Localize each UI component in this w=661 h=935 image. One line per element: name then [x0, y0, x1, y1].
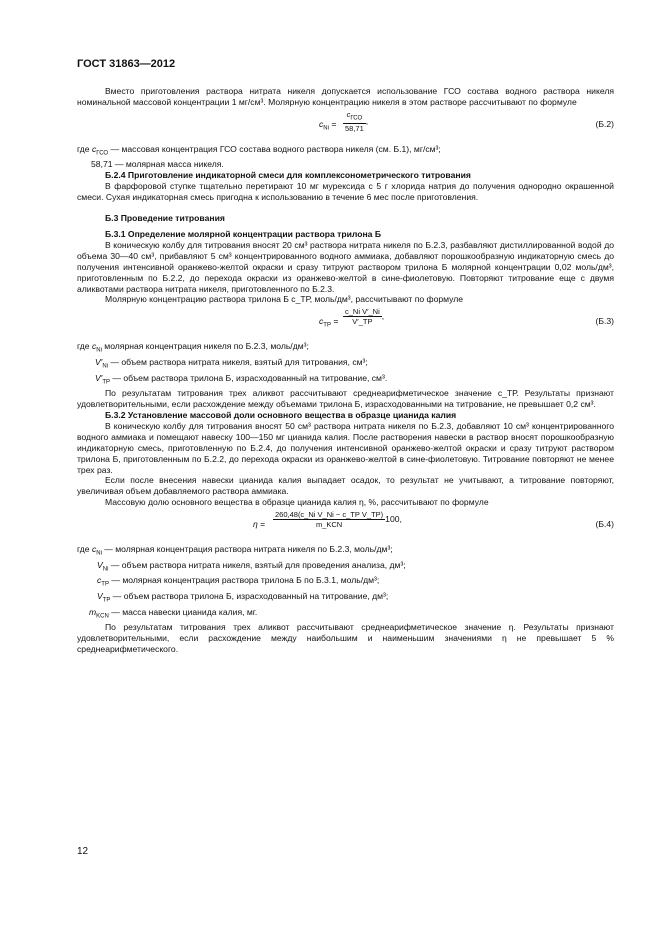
paragraph-b32: В коническую колбу для титрования вносят 50 см³ раствора нитрата никеля по Б.2.3, добавляют 10 см³ концентрированного водного аммиака и помещают навеску 100—150 мг цианида калия. После растворения навески в раствор вносят порошкообразную индикаторную смесь, приготовленную по Б.2.4, до получения интенсивной оранжево-желтой окраски и сразу титруют раствором трилона Б, приготовленным по Б.2.2, до перехода окраски из оранжево-желтой в сине-фиолетовую. Титрование повторяют не менее трех раз.	[77, 420, 614, 475]
section-heading-b24: Б.2.4 Приготовление индикаторной смеси для комплексонометрического титрования	[105, 170, 471, 181]
section-heading-b3: Б.3 Проведение титрования	[105, 213, 225, 224]
page-content	[77, 86, 614, 655]
formula-b3-lhs: $c_{ТР}$ =	[319, 316, 339, 330]
formula-b3	[77, 305, 614, 341]
definitions-b4	[77, 544, 614, 622]
section-heading-b31: Б.3.1 Определение молярной концентрации раствора трилона Б	[105, 228, 381, 239]
paragraph-b31-result: По результатам титрования трех аликвот рассчитывают среднеарифметическое значение c_ТР. Результаты признают удовлетворительными, если расхождение между объемами трилона Б, израсходованными на титрование, не превышает 0,2 см³.	[77, 388, 614, 410]
formula-b4-number: (Б.4)	[595, 519, 614, 530]
definition-item: $V'_{ТР}$ — объем раствора трилона Б, израсходованный на титрование, см³.	[95, 372, 388, 386]
formula-b4-fraction: $\frac{\text{260,48(c\_Ni V\_Ni − c\_ТР V\_ТР)}}{\text{m\_KCN}}$ 100,	[275, 510, 402, 530]
formula-b2-fraction: $\frac{c_{ГСО}}{58,71}$ ,	[345, 109, 369, 134]
formula-b4-lhs: η =	[253, 519, 266, 530]
definition-item: $m_{KCN}$ — масса навески цианида калия, мг.	[89, 606, 258, 620]
definition-item: где $c_{Ni}$ — молярная концентрация раствора нитрата никеля по Б.2.3, моль/дм³;	[77, 544, 393, 557]
definition-item: где $c_{Ni}$ молярная концентрация никеля по Б.2.3, моль/дм³;	[77, 341, 309, 355]
formula-b3-fraction: $\frac{\text{c\_Ni V′\_Ni}}{V'\_ТР}$ ,	[345, 307, 385, 327]
document-header: ГОСТ 31863—2012	[77, 58, 176, 70]
definition-item: 58,71 — молярная масса никеля.	[91, 159, 224, 170]
definition-item: $c_{ТР}$ — молярная концентрация раствора трилона Б по Б.3.1, моль/дм³;	[97, 575, 380, 589]
section-heading-b32: Б.3.2 Установление массовой доли основного вещества в образце цианида калия	[105, 410, 457, 420]
definitions-b2	[77, 144, 614, 171]
definition-item: $V_{ТР}$ — объем раствора трилона Б, израсходованный на титрование, дм³;	[97, 591, 389, 604]
formula-b2	[77, 108, 614, 144]
formula-b4	[77, 508, 614, 544]
definition-item: где $c_{ГСО}$ — массовая концентрация ГСО состава водного раствора никеля (см. Б.1), мг/см³;	[77, 143, 441, 157]
paragraph-b24: В фарфоровой ступке тщательно перетирают 10 мг мурексида с 5 г хлорида натрия до получения однородно окрашенной смеси. Сухая индикаторная смесь пригодна к использованию в течение 6 мес после приготовления.	[77, 181, 614, 203]
formula-b2-number: (Б.2)	[595, 118, 614, 129]
page-number: 12	[77, 846, 89, 857]
definition-item: $V_{Ni}$ — объем раствора нитрата никеля, взятый для проведения анализа, дм³;	[97, 559, 406, 573]
formula-b3-number: (Б.3)	[595, 316, 614, 327]
paragraph-b32-precipitate: Если после внесения навески цианида калия выпадает осадок, то результат не учитывают, а титрование повторяют, увеличивая объем добавляемого раствора аммиака.	[77, 475, 614, 497]
formula-b2-lhs: $c_{Ni}$ =	[319, 118, 337, 132]
paragraph-b31: В коническую колбу для титрования вносят 20 см³ раствора нитрата никеля по Б.2.3, разбавляют дистиллированной водой до объема 30—40 см³, прибавляют 5 см³ концентрированного водного аммиака, добавляют порошкообразную индикаторную смесь до получения интенсивной оранжево-желтой окраски и сразу титруют раствором трилона Б молярной концентрации 0,02 моль/дм³, приготовленным по Б.2.2, до перехода окраски из оранжево-желтой в сине-фиолетовую. Повторяют титрование еще с двумя аликвотами раствора нитрата никеля, приготовленного по Б.2.3.	[77, 239, 614, 294]
paragraph-b31-formula-intro: Молярную концентрацию раствора трилона Б c_ТР, моль/дм³, рассчитывают по формуле	[105, 294, 464, 305]
paragraph-final: По результатам титрования трех аликвот рассчитывают среднеарифметическое значение η. Результаты признают удовлетворительными, если расхождение между наибольшим и наименьшим значениями η не превышает 5 % среднеарифметического.	[77, 622, 614, 655]
definitions-b3	[77, 341, 614, 388]
paragraph-b32-formula-intro: Массовую долю основного вещества в образце цианида калия η, %, рассчитывают по формуле	[105, 497, 489, 508]
definition-item: $V'_{Ni}$ — объем раствора нитрата никеля, взятый для титрования, см³;	[95, 356, 368, 370]
paragraph-gso: Вместо приготовления раствора нитрата никеля допускается использование ГСО состава водного раствора никеля номинальной массовой концентрации 1 мг/см³. Молярную концентрацию никеля в этом растворе рассчитывают по формуле	[77, 86, 614, 107]
